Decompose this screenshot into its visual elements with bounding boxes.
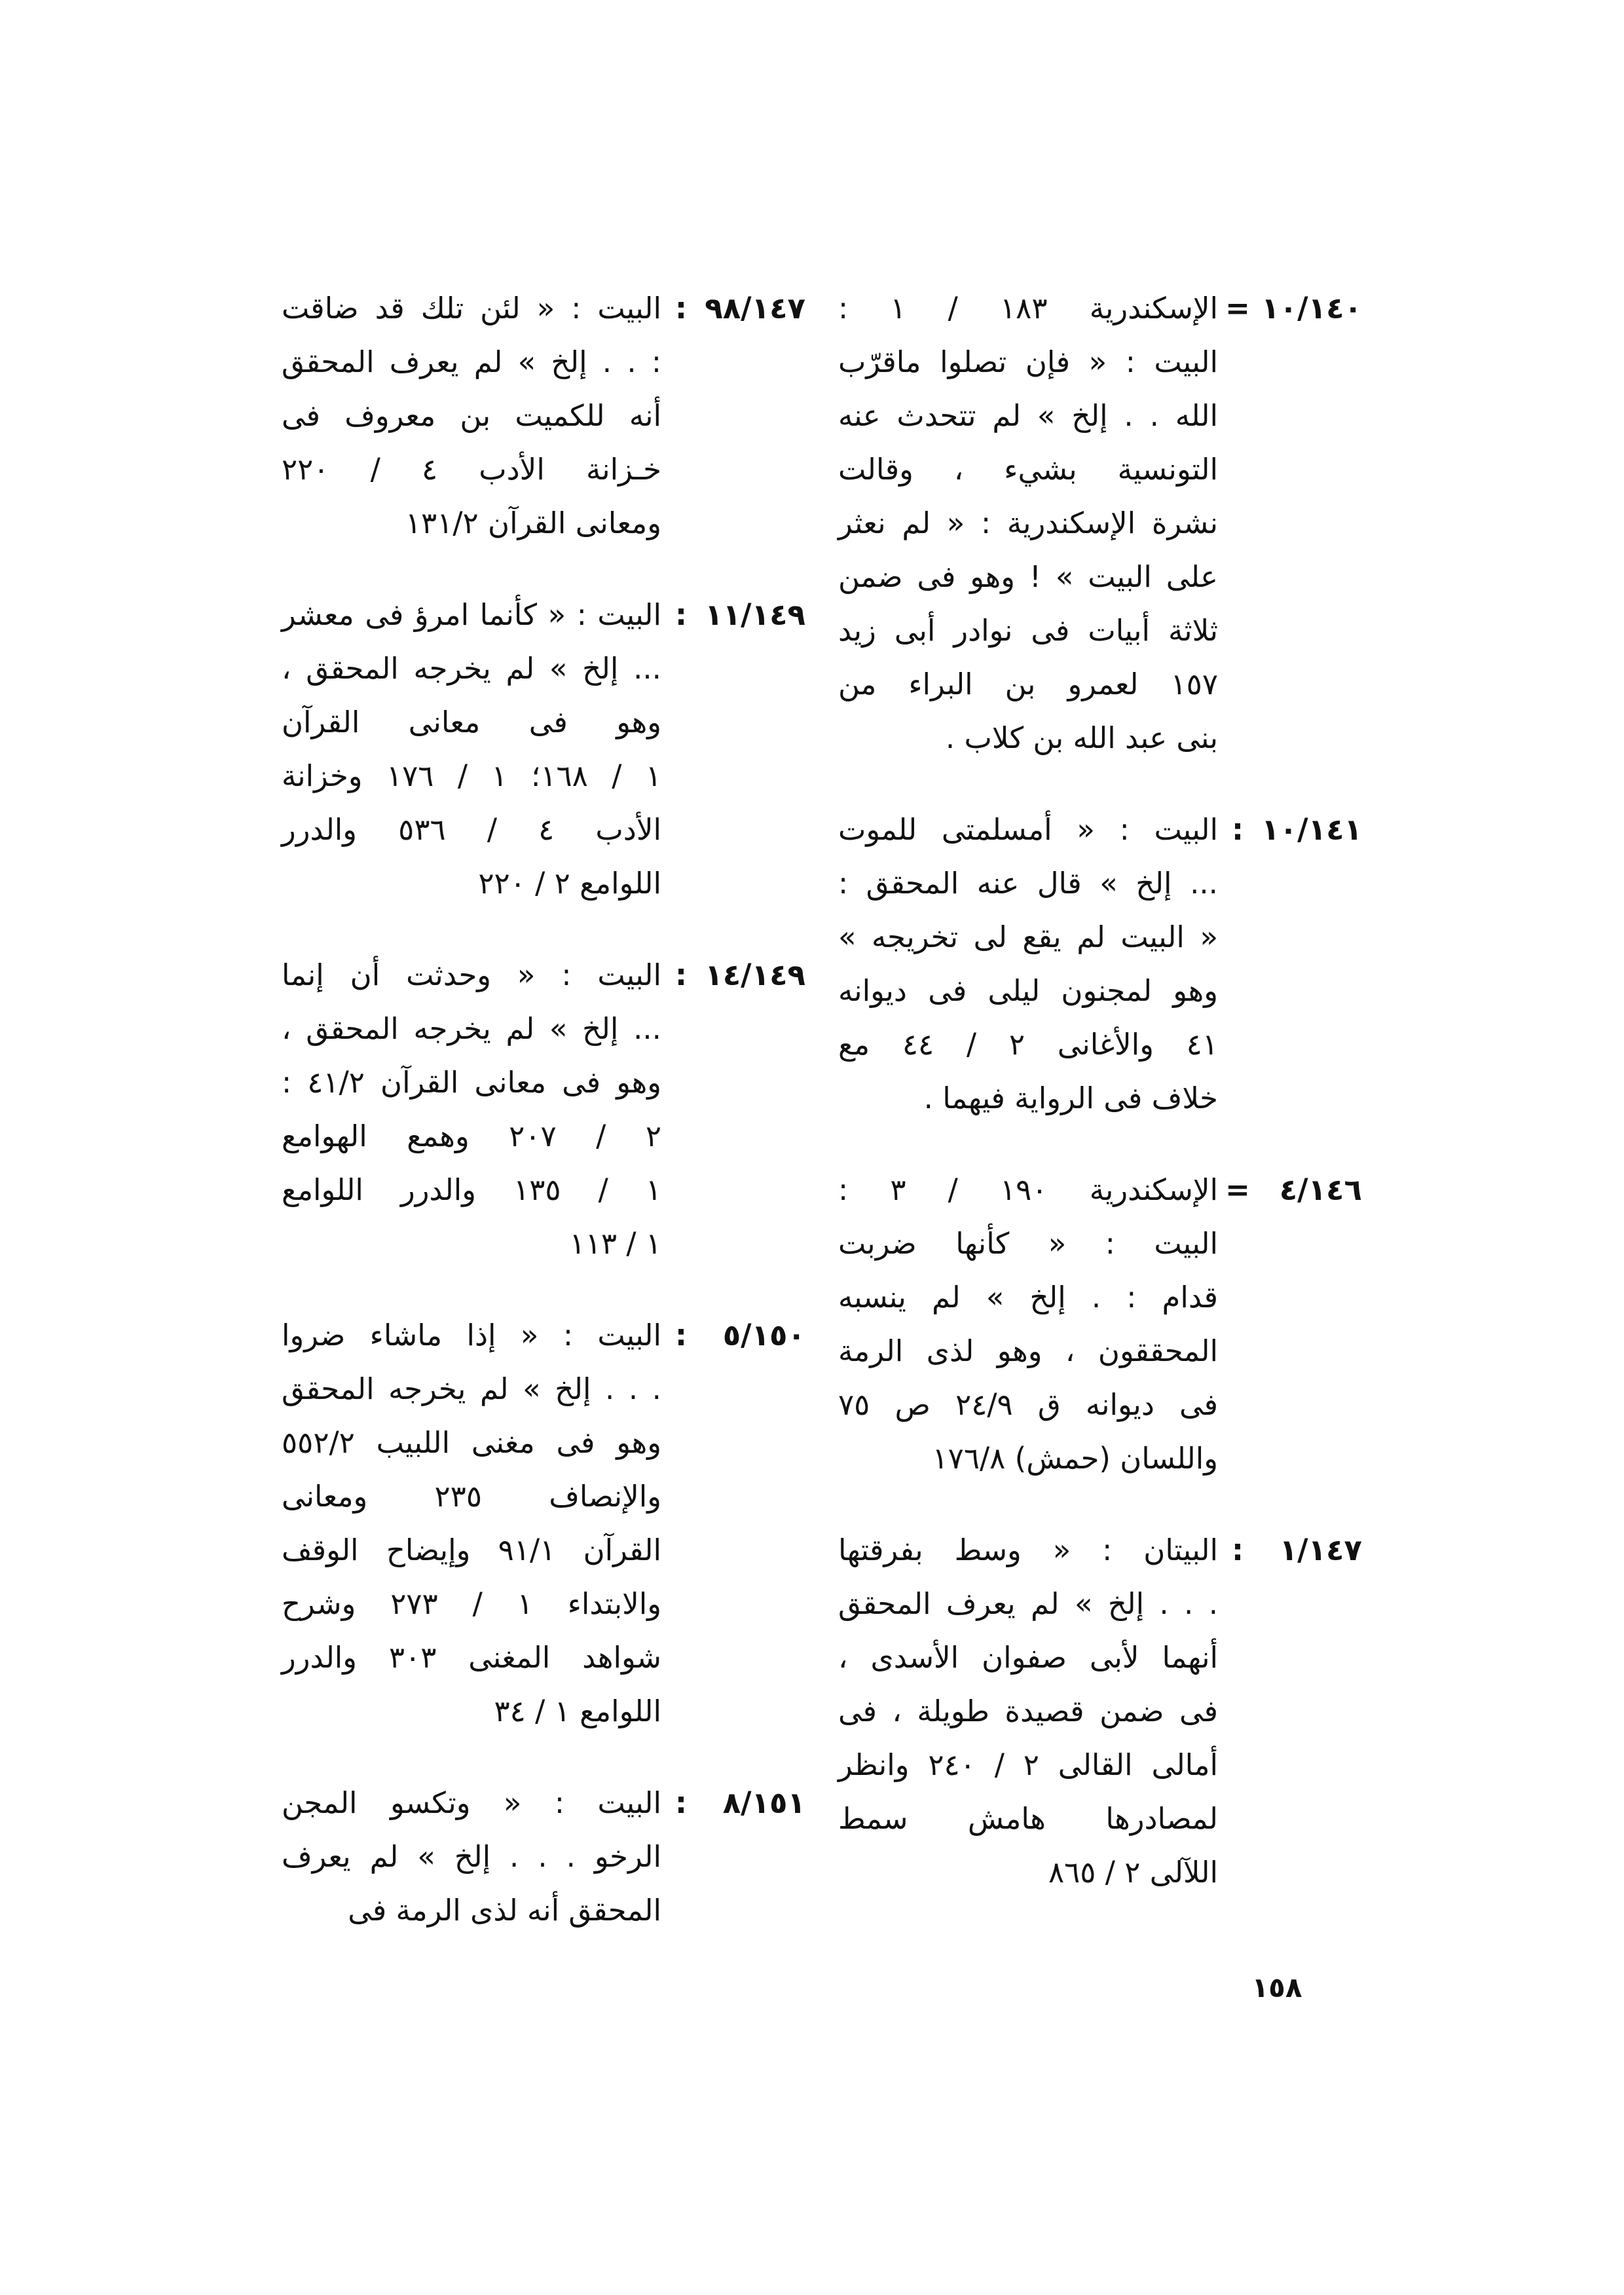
entry [838, 803, 1362, 1125]
entry-line: ١٥٧ لعمرو بن البراء من [838, 667, 1218, 701]
entry-line: فى ديوانه ق ٢٤/٩ ص ٧٥ [838, 1387, 1219, 1422]
entry-separator: : [675, 958, 687, 992]
entry-line: أنهما لأبى صفوان الأسدى ، [838, 1640, 1218, 1675]
entry-line: التونسية بشيء ، وقالت [838, 452, 1218, 487]
entry-reference: ٩٨/١٤٧ [705, 291, 805, 326]
entry-head-text: الإسكندرية ١٩٠ / ٣ : [838, 1172, 1219, 1207]
entry-reference: ٤/١٤٦ [1279, 1172, 1362, 1207]
entry-line: شواهد المغنى ٣٠٣ والدرر [282, 1640, 661, 1675]
entry-line: على البيت » ! وهو فى ضمن [838, 559, 1218, 594]
entry-line: ١ / ١١٣ [569, 1226, 661, 1261]
entry-separator: : [675, 291, 687, 326]
entry-separator: : [1232, 812, 1244, 847]
entry [282, 1776, 805, 1937]
entry [838, 282, 1362, 765]
entry-line: القرآن ٩١/١ وإيضاح الوقف [282, 1533, 661, 1567]
entry-line: ١ / ١٦٨؛ ١ / ١٧٦ وخزانة [282, 758, 661, 793]
entry-head [282, 282, 805, 335]
entry-line: الرخو . . . إلخ » لم يعرف [282, 1839, 661, 1874]
entry-line: البيت : « فإن تصلوا ماقرّب [838, 345, 1218, 379]
entry-head-text: البيت : « وتكسو المجن [282, 1785, 661, 1820]
entry-line: بنى عبد الله بن كلاب . [945, 720, 1218, 755]
entry-line: قدام : . إلخ » لم ينسبه [838, 1280, 1218, 1315]
entry-line: ٤١ والأغانى ٢ / ٤٤ مع [838, 1027, 1219, 1062]
entry [282, 282, 805, 550]
entry-line: . . . إلخ » لم يخرجه المحقق [282, 1371, 661, 1406]
entry-line: فى ضمن قصيدة طويلة ، فى [838, 1694, 1218, 1728]
entry-separator: : [675, 1318, 687, 1353]
entry-head-text: البيت : « أمسلمتى للموت [838, 812, 1218, 847]
entry-head-text: البيت : « وحدثت أن إنما [282, 958, 661, 992]
entry-head [282, 1309, 805, 1362]
entry-line: وهو فى معانى القرآن ٤١/٢ : [282, 1065, 661, 1100]
entry-line: وهو فى معانى القرآن [282, 705, 661, 739]
entry-line: لمصادرها هامش سمط [838, 1801, 1218, 1836]
entry-head [838, 1523, 1362, 1577]
entry-head [282, 588, 805, 642]
right-column [838, 282, 1362, 1937]
entry-line: البيت : « كأنها ضربت [838, 1226, 1218, 1261]
entry [282, 948, 805, 1271]
entry-line: ... إلخ » قال عنه المحقق : [838, 866, 1218, 901]
entry-reference: ١٤/١٤٩ [705, 958, 805, 992]
entry-line: ومعانى القرآن ١٣١/٢ [405, 506, 661, 540]
entry-head [282, 1776, 805, 1830]
entry-line: وهو فى مغنى اللبيب ٥٥٢/٢ [282, 1425, 661, 1460]
entry [282, 588, 805, 910]
entry-line: والإنصاف ٢٣٥ ومعانى [282, 1479, 661, 1514]
entry-head [838, 282, 1362, 335]
entry-line: ثلاثة أبيات فى نوادر أبى زيد [838, 613, 1218, 648]
entry-head-text: البيت : « إذا ماشاء ضروا [282, 1318, 661, 1353]
entry-line: « البيت لم يقع لى تخريجه » [838, 920, 1218, 954]
entry-reference: ١٠/١٤١ [1261, 812, 1362, 847]
entry-line: خـزانة الأدب ٤ / ٢٢٠ [282, 452, 661, 487]
entry-head-text: البيتان : « وسط بفرقتها [838, 1533, 1218, 1567]
entry-head [838, 1163, 1362, 1217]
entry-line: ... إلخ » لم يخرجه المحقق ، [282, 1011, 661, 1046]
entry-reference: ٨/١٥١ [722, 1785, 805, 1820]
entry-separator: : [675, 597, 687, 632]
entry-line: ١ / ١٣٥ والدرر اللوامع [282, 1172, 661, 1207]
entry-line: وهو لمجنون ليلى فى ديوانه [838, 973, 1218, 1008]
entry-head [838, 803, 1362, 857]
entry-head-text: الإسكندرية ١٨٣ / ١ : [838, 291, 1219, 326]
entry-line: . . . إلخ » لم يعرف المحقق [838, 1586, 1218, 1621]
entry-line: أنه للكميت بن معروف فى [282, 398, 661, 433]
entry-reference: ١١/١٤٩ [705, 597, 805, 632]
entry-reference: ١٠/١٤٠ [1261, 291, 1362, 326]
entry-line: أمالى القالى ٢ / ٢٤٠ وانظر [838, 1747, 1218, 1782]
entry-line: ٢ / ٢٠٧ وهمع الهوامع [282, 1119, 661, 1153]
entry-reference: ١/١٤٧ [1279, 1533, 1362, 1567]
entry-head-text: البيت : « لئن تلك قد ضاقت [282, 291, 661, 326]
entry-head-text: البيت : « كأنما امرؤ فى معشر [282, 597, 661, 632]
page-number: ١٥٨ [1251, 1971, 1302, 2004]
entry [282, 1309, 805, 1738]
entry-line: واللسان (حمش) ١٧٦/٨ [932, 1441, 1218, 1476]
entry-line: خلاف فى الرواية فيهما . [923, 1081, 1218, 1115]
entry-line: اللوامع ١ / ٣٤ [494, 1694, 661, 1728]
entry-separator: : [1232, 1533, 1244, 1567]
entry-line: المحققون ، وهو لذى الرمة [838, 1334, 1218, 1368]
entry-line: الله . . إلخ » لم تتحدث عنه [838, 398, 1218, 433]
entry-line: المحقق أنه لذى الرمة فى [348, 1893, 661, 1928]
entry-line: اللآلى ٢ / ٨٦٥ [1048, 1855, 1218, 1890]
entry [838, 1523, 1362, 1899]
entry-line: : . . إلخ » لم يعرف المحقق [282, 345, 661, 379]
entry-separator: = [1225, 1172, 1250, 1207]
entry-head [282, 948, 805, 1002]
left-column [282, 282, 805, 1975]
entry-separator: = [1225, 291, 1250, 326]
entry-separator: : [675, 1785, 687, 1820]
entry-line: اللوامع ٢ / ٢٢٠ [478, 866, 661, 901]
entry-line: ... إلخ » لم يخرجه المحقق ، [282, 651, 661, 686]
entry-line: والابتداء ١ / ٢٧٣ وشرح [282, 1586, 661, 1621]
entry-reference: ٥/١٥٠ [722, 1318, 805, 1353]
entry-line: نشرة الإسكندرية : « لم نعثر [838, 506, 1218, 540]
entry [838, 1163, 1362, 1485]
entry-line: الأدب ٤ / ٥٣٦ والدرر [282, 812, 661, 847]
